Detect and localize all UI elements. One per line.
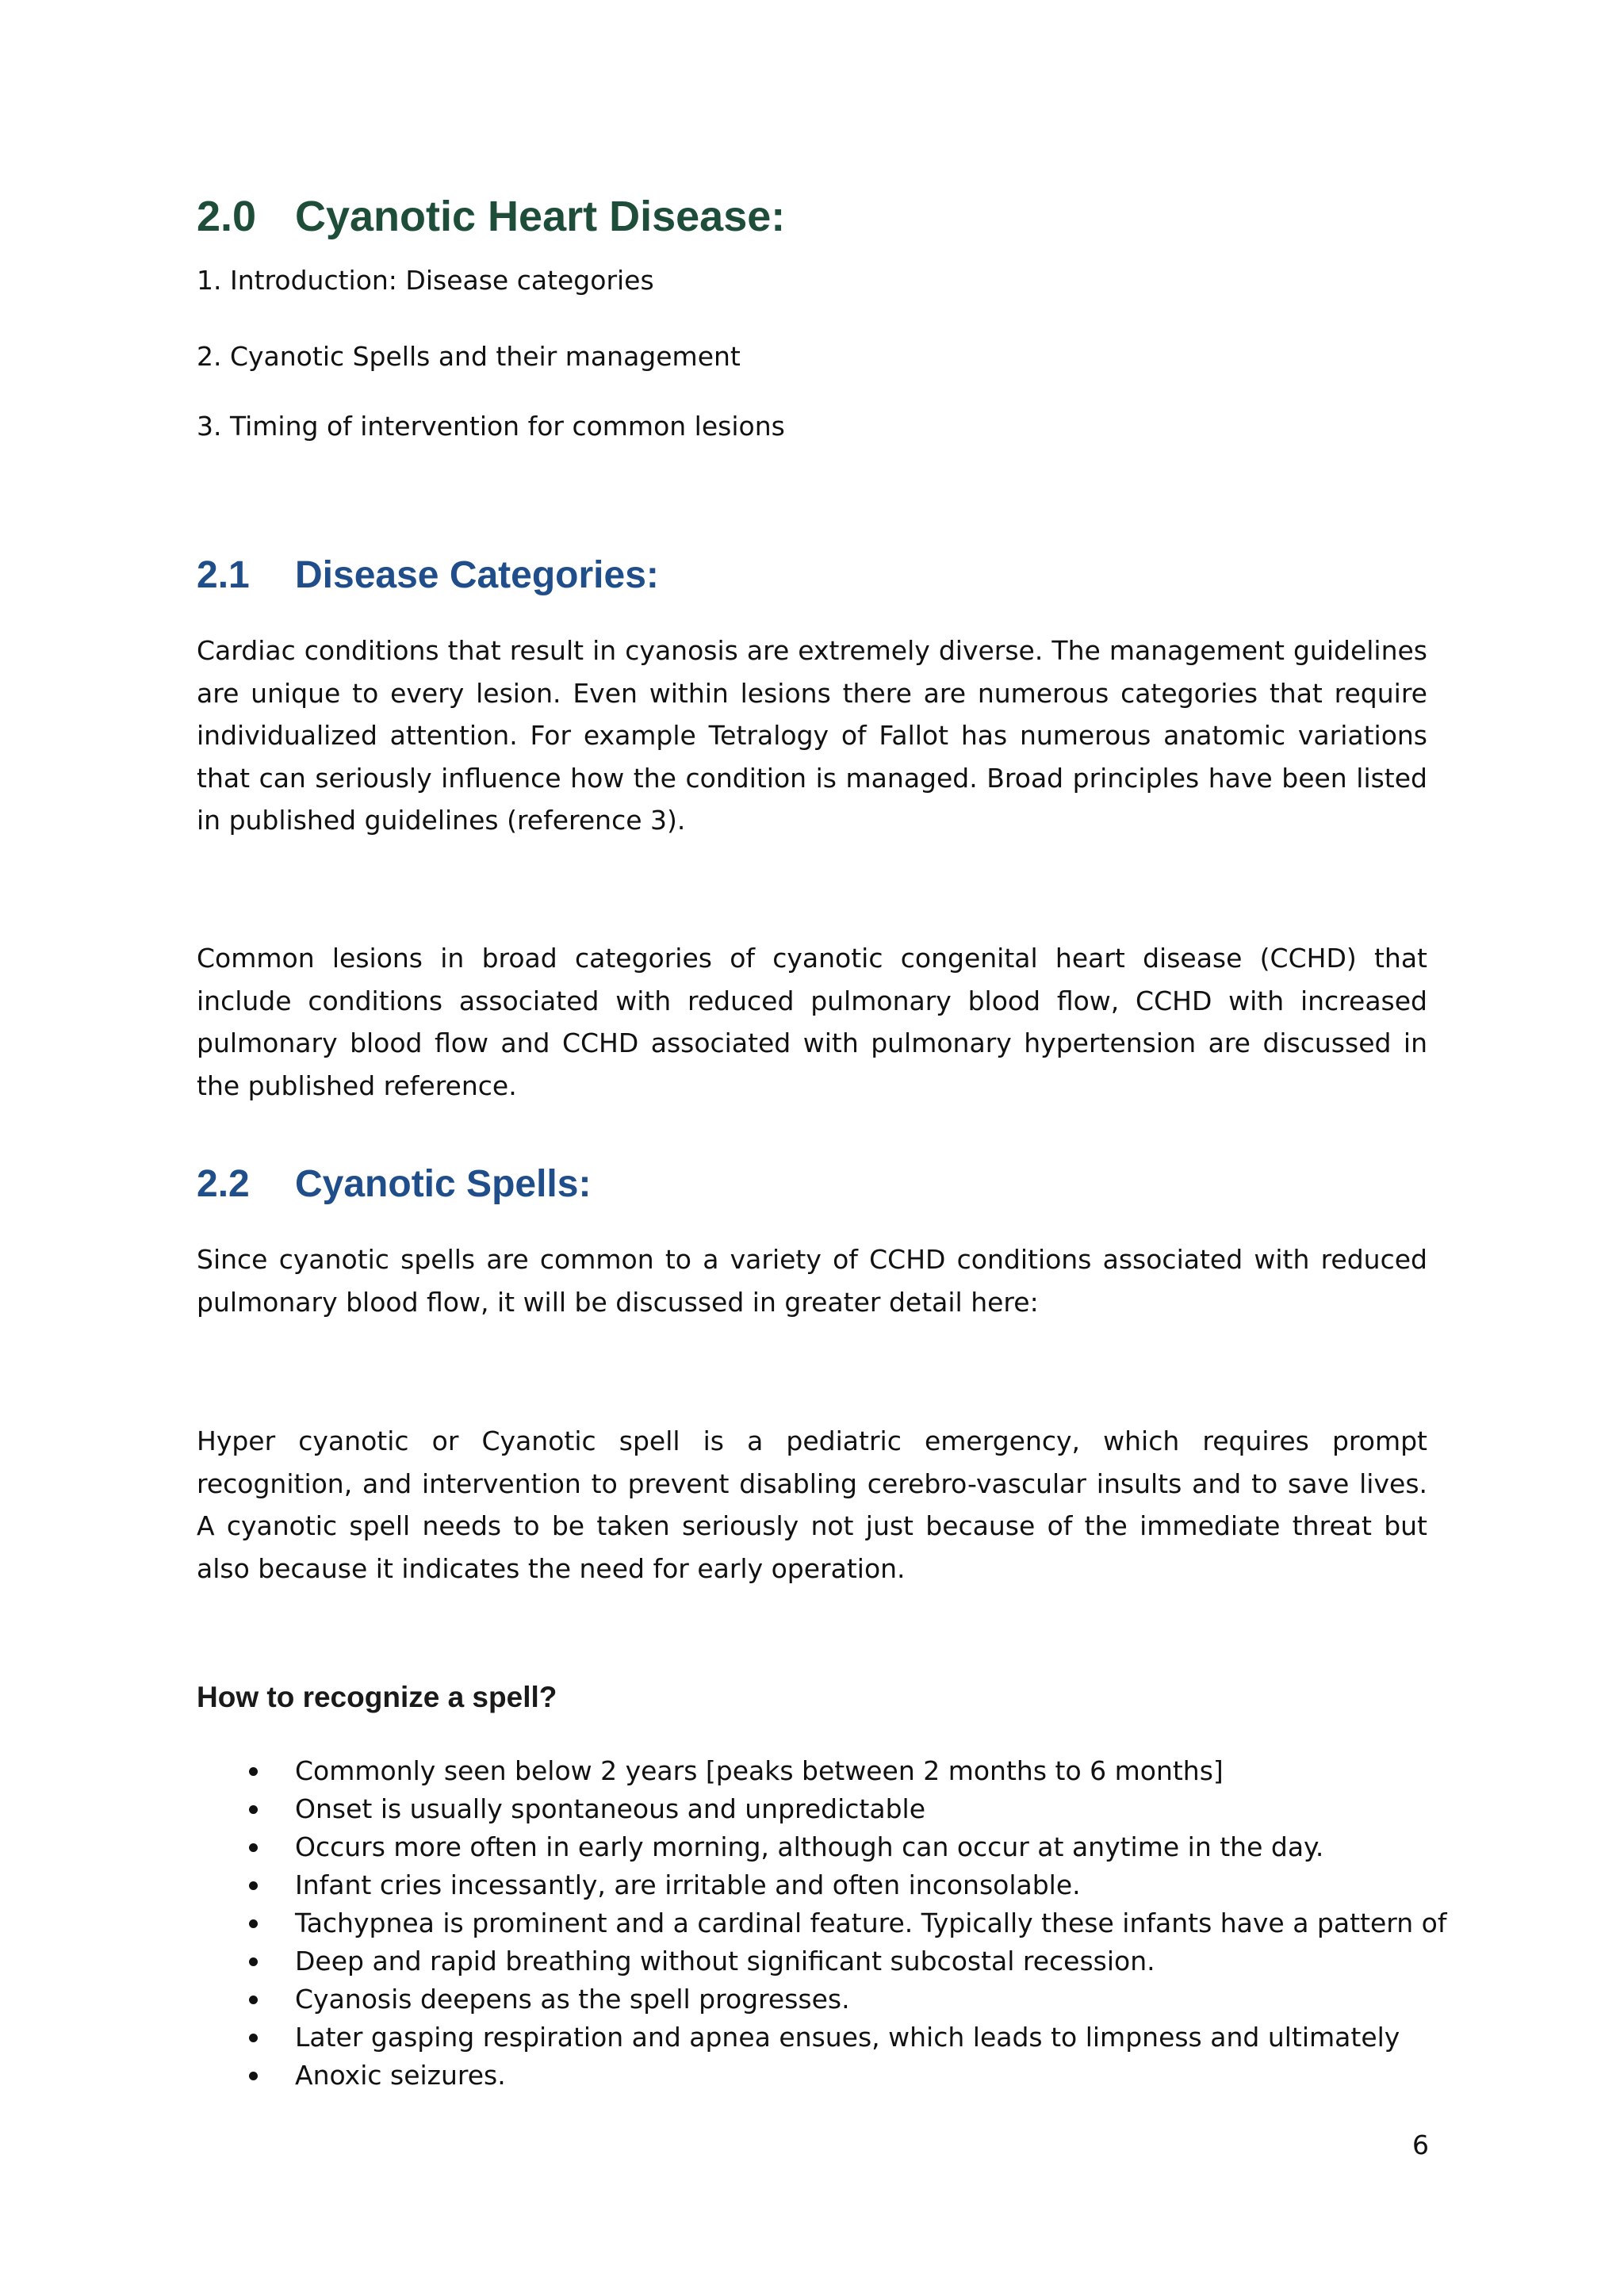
page-number: 6 <box>1412 2130 1429 2160</box>
toc-item-cyanotic-spells: 2. Cyanotic Spells and their management <box>197 341 741 372</box>
subheading-how-to-recognize: How to recognize a spell? <box>197 1681 557 1713</box>
bullet-icon <box>249 1919 258 1928</box>
bullet-icon <box>249 1805 258 1814</box>
list-item <box>197 1828 1446 1866</box>
paragraph-common-lesions: Common lesions in broad categories of cyanotic congenital heart disease (CCHD) that include conditions associated with reduced pulmonary blood flow, CCHD with increased pulmonary blood flow and CCHD associated with pulmonary hypertension are discussed in the published reference. <box>197 943 1427 1101</box>
list-item-text: Commonly seen below 2 years [peaks between 2 months to 6 months] <box>295 1755 1224 1786</box>
section-heading-cyanotic-spells <box>197 1162 591 1206</box>
list-item <box>197 1866 1446 1904</box>
list-item <box>197 1904 1446 1942</box>
list-item-text: Tachypnea is prominent and a cardinal feature. Typically these infants have a pattern of <box>295 1908 1447 1938</box>
chapter-number: 2.0 <box>197 193 257 240</box>
list-item <box>197 1942 1446 1980</box>
list-item-text: Anoxic seizures. <box>295 2060 506 2091</box>
paragraph-diverse-conditions: Cardiac conditions that result in cyanosis are extremely diverse. The management guidelines are unique to every lesion. Even within lesions there are numerous categories that require individualized attention. For example Tetralogy of Fallot has numerous anatomic variations that can seriously influence how the condition is managed. Broad principles have been listed in published guidelines (reference 3). <box>197 635 1427 836</box>
list-item-text: Onset is usually spontaneous and unpredictable <box>295 1793 926 1824</box>
section-title: Cyanotic Spells: <box>295 1163 592 1205</box>
section-number: 2.1 <box>197 554 250 596</box>
bullet-icon <box>249 1996 258 2004</box>
list-item <box>197 1790 1446 1828</box>
paragraph-hyper-cyanotic: Hyper cyanotic or Cyanotic spell is a pediatric emergency, which requires prompt recognition, and intervention to prevent disabling cerebro-vascular insults and to save lives. A cyanotic spell needs to be taken seriously not just because of the immediate threat but also because it indicates the need for early operation. <box>197 1425 1427 1584</box>
list-item-text: Infant cries incessantly, are irritable and often inconsolable. <box>295 1869 1081 1900</box>
toc-item-timing: 3. Timing of intervention for common lesions <box>197 411 785 442</box>
paragraph-spells-intro: Since cyanotic spells are common to a variety of CCHD conditions associated with reduced pulmonary blood flow, it will be discussed in greater detail here: <box>197 1244 1427 1318</box>
bullet-icon <box>249 1881 258 1890</box>
list-item <box>197 2057 1446 2095</box>
symptom-list <box>197 1752 1446 2095</box>
list-item <box>197 1752 1446 1790</box>
list-item <box>197 1980 1446 2019</box>
list-item-text: Deep and rapid breathing without significant subcostal recession. <box>295 1946 1155 1976</box>
section-number: 2.2 <box>197 1163 250 1205</box>
bullet-icon <box>249 2072 258 2080</box>
bullet-icon <box>249 2034 258 2042</box>
chapter-heading <box>197 192 785 241</box>
list-item-text: Occurs more often in early morning, although can occur at anytime in the day. <box>295 1831 1324 1862</box>
list-item-text: Later gasping respiration and apnea ensues, which leads to limpness and ultimately <box>295 2022 1400 2053</box>
bullet-icon <box>249 1957 258 1966</box>
bullet-icon <box>249 1843 258 1852</box>
section-heading-disease-categories <box>197 553 659 597</box>
section-title: Disease Categories: <box>295 554 659 596</box>
list-item <box>197 2019 1446 2057</box>
list-item-text: Cyanosis deepens as the spell progresses. <box>295 1984 850 2015</box>
toc-item-introduction: 1. Introduction: Disease categories <box>197 265 654 296</box>
chapter-title: Cyanotic Heart Disease: <box>295 193 786 240</box>
bullet-icon <box>249 1767 258 1776</box>
